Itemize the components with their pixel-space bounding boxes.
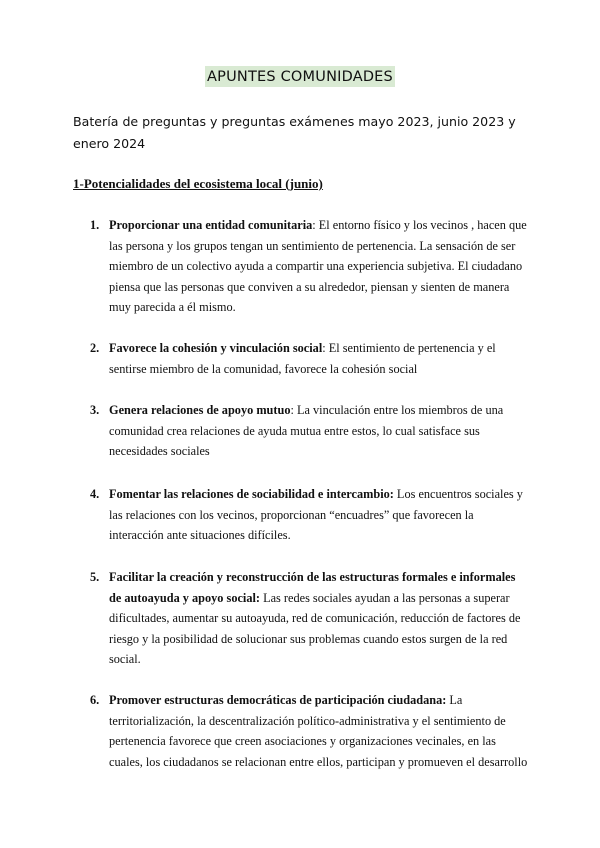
- list-item-text: La territorialización, la descentralización político-administrativa y el sentimiento de pertenencia favorece que creen asociaciones y organizaciones vecinales, en las cuales, los ciudadanos se relacionan entre ellos, participan y promueven el desarrollo: [109, 693, 528, 769]
- list-item-lead: Facilitar la creación y reconstrucción de las estructuras formales e informales de autoayuda y apoyo social:: [109, 570, 516, 605]
- list-item: [90, 567, 530, 670]
- list-item-body: [109, 400, 530, 462]
- list-item: [90, 400, 530, 462]
- list-item-text: : El entorno físico y los vecinos , hacen que las persona y los grupos tengan un sentimiento de pertenencia. La sensación de ser miembro de un colectivo ayuda a compartir una experiencia subjetiva. El ciudadano piensa que las personas que conviven a su alrededor, piensan y sienten de manera muy parecida a él mismo.: [109, 218, 527, 314]
- list-item-body: [109, 690, 530, 772]
- list-item-body: [109, 338, 530, 379]
- list-item-body: [109, 215, 530, 318]
- list-item-number: 5.: [90, 570, 100, 584]
- list-item-text: : La vinculación entre los miembros de una comunidad crea relaciones de ayuda mutua entre estos, lo cual satisface sus necesidades sociales: [109, 403, 504, 458]
- list-item-lead: Fomentar las relaciones de sociabilidad e intercambio:: [109, 487, 394, 501]
- list-item: [90, 484, 530, 546]
- list-item-number: 6.: [90, 693, 100, 707]
- list-item-lead: Promover estructuras democráticas de participación ciudadana:: [109, 693, 447, 707]
- document-title: APUNTES COMUNIDADES: [205, 66, 395, 87]
- list-item-body: [109, 567, 530, 670]
- list-item: [90, 215, 530, 318]
- document-subtitle: Batería de preguntas y preguntas exámenes mayo 2023, junio 2023 y enero 2024: [73, 114, 516, 151]
- list-item: [90, 690, 530, 772]
- list-item-number: 2.: [90, 341, 100, 355]
- section-heading: 1-Potencialidades del ecosistema local (junio): [73, 176, 323, 191]
- list-item-text: Los encuentros sociales y las relaciones con los vecinos, proporcionan “encuadres” que favorecen la interacción ante situaciones difíciles.: [109, 487, 523, 542]
- list-item-lead: Favorece la cohesión y vinculación social: [109, 341, 323, 355]
- list-item-lead: Proporcionar una entidad comunitaria: [109, 218, 313, 232]
- list-item-number: 3.: [90, 403, 100, 417]
- list-item-number: 4.: [90, 487, 100, 501]
- list-item-text: : El sentimiento de pertenencia y el sentirse miembro de la comunidad, favorece la cohesión social: [109, 341, 496, 376]
- list-item-number: 1.: [90, 218, 100, 232]
- list-item: [90, 338, 530, 379]
- title-container: [0, 66, 600, 87]
- list-item-lead: Genera relaciones de apoyo mutuo: [109, 403, 291, 417]
- list-item-body: [109, 484, 530, 546]
- list-item-text: Las redes sociales ayudan a las personas a superar dificultades, aumentar su autoayuda, red de comunicación, reducción de factores de riesgo y la posibilidad de solucionar sus problemas cuando estos surgen de la red social.: [109, 590, 521, 666]
